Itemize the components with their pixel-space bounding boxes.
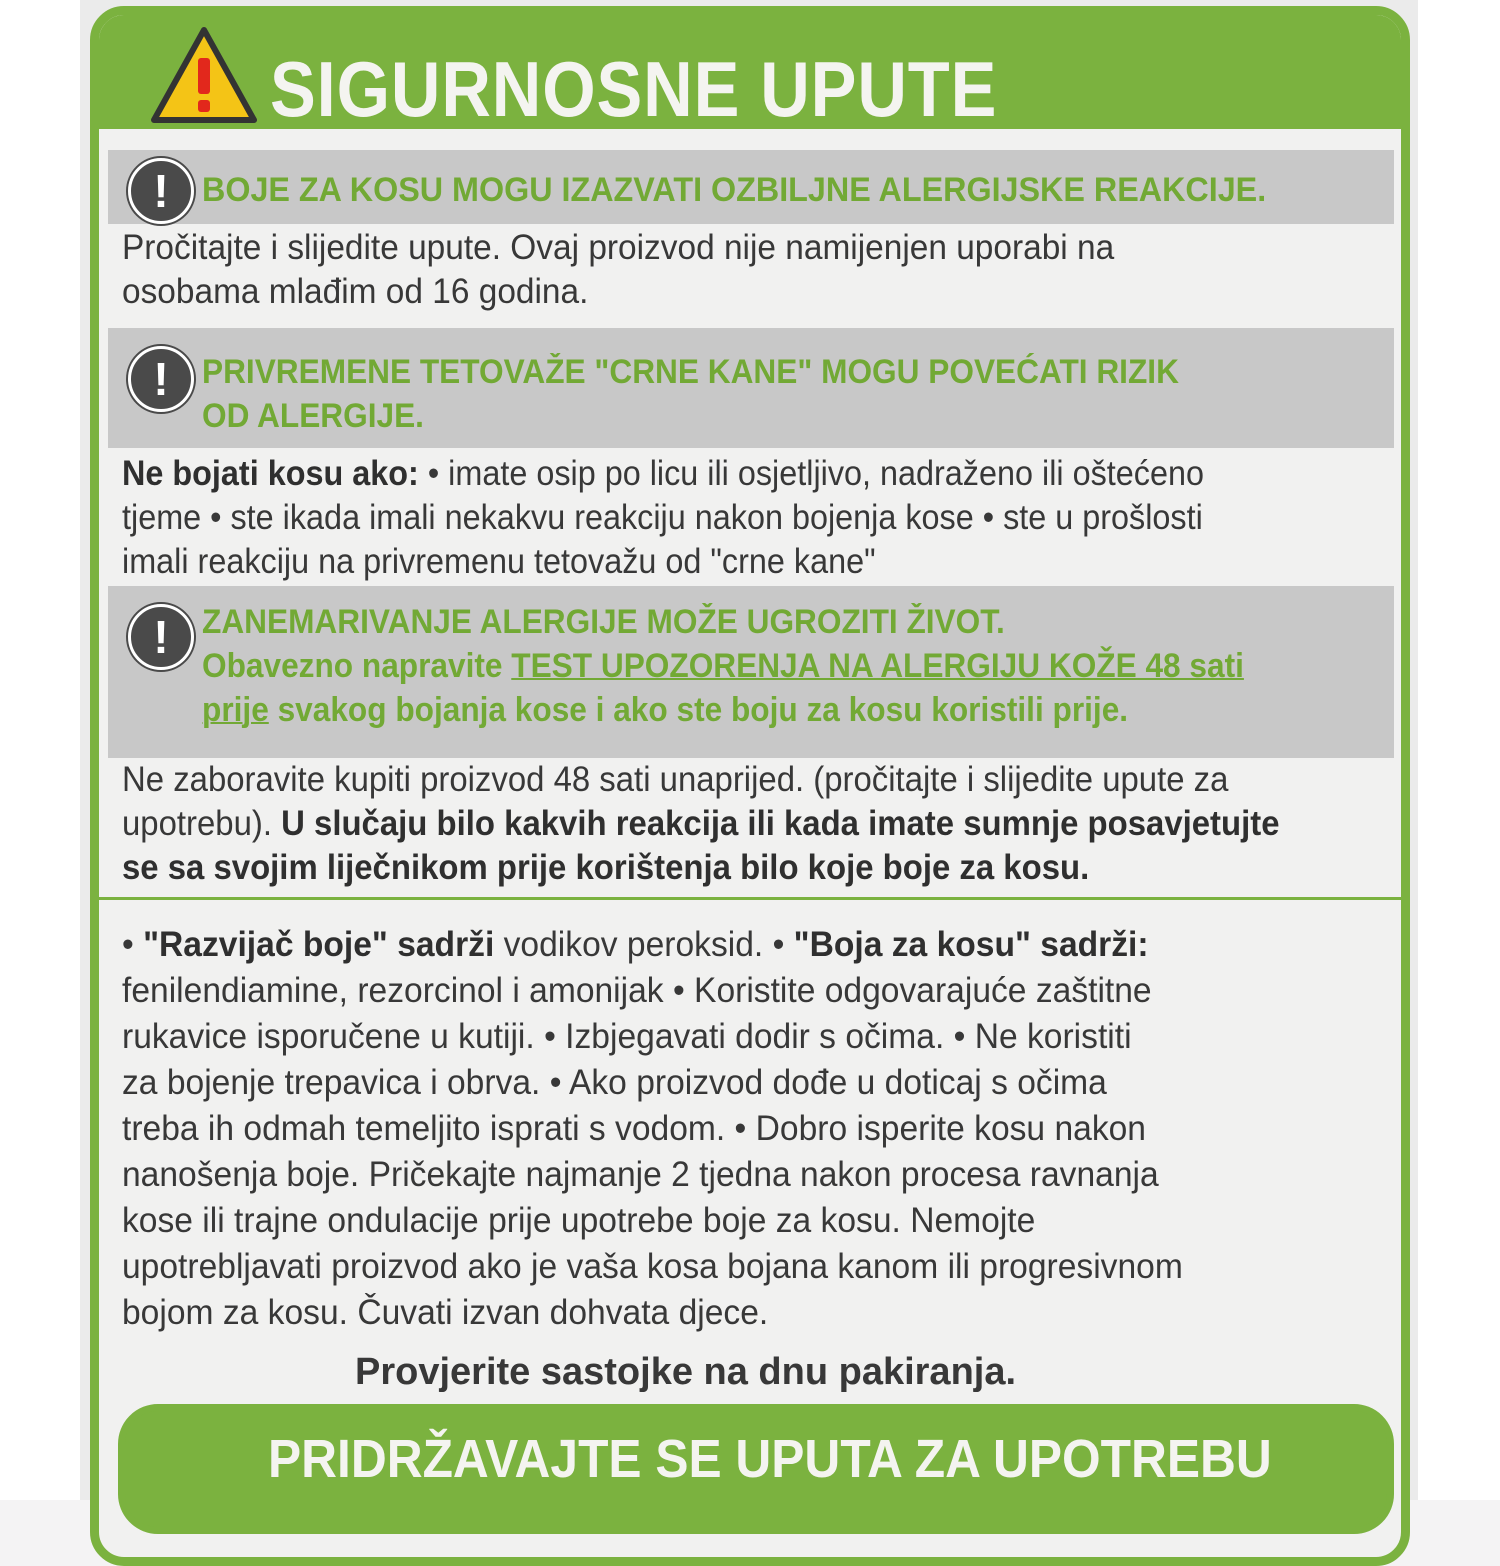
background-left bbox=[0, 0, 80, 1500]
exclamation-circle-icon: ! bbox=[128, 346, 194, 412]
page-title: SIGURNOSNE UPUTE bbox=[270, 45, 998, 133]
section-1-body: Pročitajte i slijedite upute. Ovaj proizvod nije namijenjen uporabi na osobama mlađim od 16 godina. bbox=[122, 228, 1115, 311]
section-divider bbox=[90, 897, 1410, 900]
section-3-body: Ne zaboravite kupiti proizvod 48 sati unaprijed. (pročitajte i slijedite upute za upotrebu). U slučaju bilo kakvih reakcija ili kada imate sumnje posavjetujte se sa svojim liječnikom prije korištenja bilo koje boje za kosu. bbox=[122, 760, 1280, 887]
footer-title: PRIDRŽAVAJTE SE UPUTA ZA UPOTREBU bbox=[268, 1429, 1272, 1489]
check-ingredients-note: Provjerite sastojke na dnu pakiranja. bbox=[355, 1351, 1017, 1393]
section-2-heading: PRIVREMENE TETOVAŽE "CRNE KANE" MOGU POVEĆATI RIZIK OD ALERGIJE. bbox=[202, 353, 1179, 435]
body-lead: Ne bojati kosu ako: bbox=[122, 454, 419, 493]
section-3-heading: ZANEMARIVANJE ALERGIJE MOŽE UGROZITI ŽIVOT. Obavezno napravite TEST UPOZORENJA NA ALERGIJU KOŽE 48 sati prije svakog bojanja kose i ako ste boju za kosu koristili prije. bbox=[202, 603, 1244, 729]
exclamation-circle-icon: ! bbox=[128, 604, 194, 670]
warning-triangle-icon bbox=[150, 26, 258, 126]
background-right bbox=[1418, 0, 1500, 1500]
ingredients-warnings: • "Razvijač boje" sadrži vodikov peroksid. • "Boja za kosu" sadrži: fenilendiamine, rezorcinol i amonijak • Koristite odgovarajuće zaštitne rukavice isporučene u kutiji. • Izbjegavati dodir s očima. • Ne koristiti za bojenje trepavica i obrva. • Ako proizvod dođe u doticaj s očima treba ih odmah temeljito isprati s vodom. • Dobro isperite kosu nakon nanošenja boje. Pričekajte najmanje 2 tjedna nakon procesa ravnanja kose ili trajne ondulacije prije upotrebe boje za kosu. Nemojte upotrebljavati proizvod ako je vaša kosa bojana kanom ili progresivnom bojom za kosu. Čuvati izvan dohvata djece. bbox=[122, 925, 1183, 1332]
section-2-body: Ne bojati kosu ako: • imate osip po licu ili osjetljivo, nadraženo ili oštećeno tjeme • ste ikada imali nekakvu reakciju nakon bojenja kose • ste u prošlosti imali reakciju na privremenu tetovažu od "crne kane" bbox=[122, 454, 1204, 581]
exclamation-circle-icon: ! bbox=[128, 158, 194, 224]
allergy-test-emphasis: TEST UPOZORENJA NA ALERGIJU KOŽE 48 sati bbox=[511, 647, 1244, 685]
section-1-heading: BOJE ZA KOSU MOGU IZAZVATI OZBILJNE ALERGIJSKE REAKCIJE. bbox=[202, 171, 1267, 209]
